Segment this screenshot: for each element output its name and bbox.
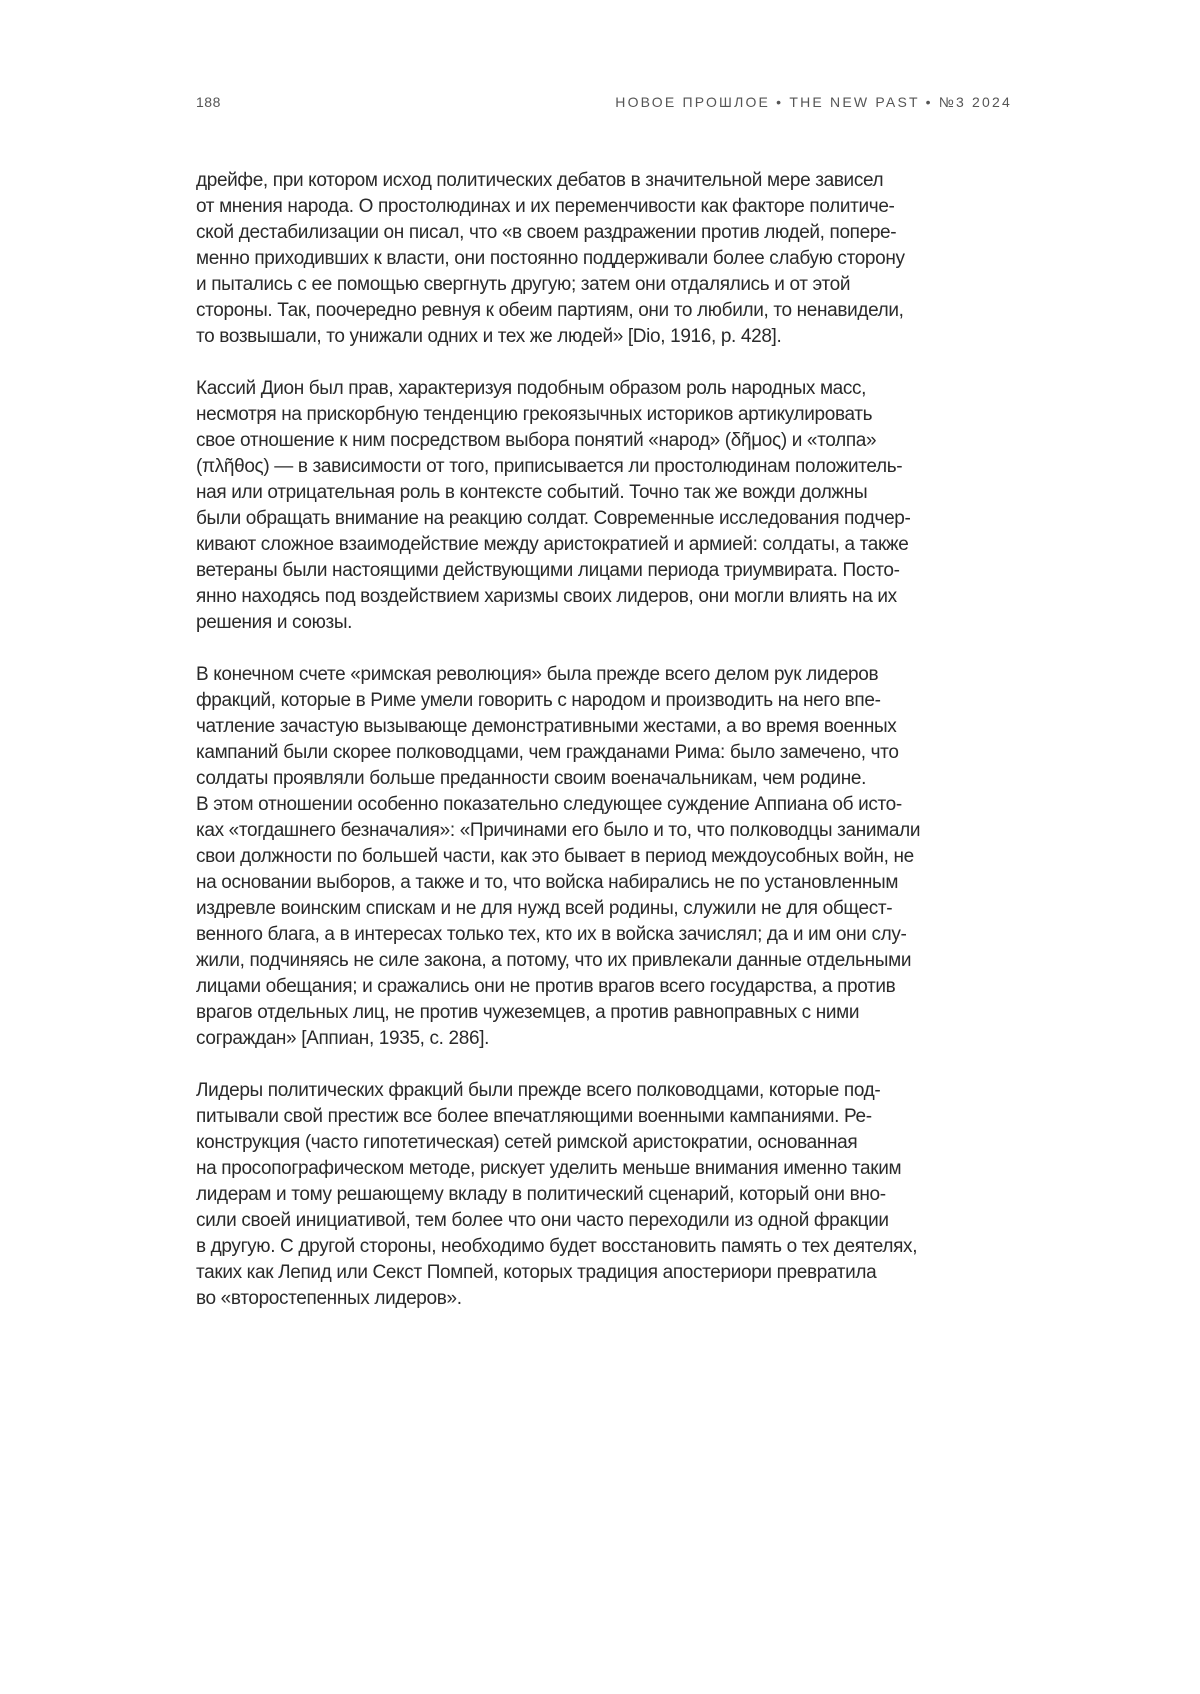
text-line: конструкция (часто гипотетическая) сетей римской аристократии, основанная [196,1130,1026,1156]
text-line: сили своей инициативой, тем более что они часто переходили из одной фракции [196,1208,1026,1234]
text-line: таких как Лепид или Секст Помпей, которых традиция апостериори превратила [196,1260,1026,1286]
text-line: (πλῆθος) — в зависимости от того, приписывается ли простолюдинам положитель- [196,454,1026,480]
text-line: стороны. Так, поочередно ревнуя к обеим партиям, они то любили, то ненавидели, [196,298,1026,324]
paragraph [196,1078,1026,1312]
text-line: издревле воинским спискам и не для нужд всей родины, служили не для общест- [196,896,1026,922]
paragraph [196,168,1026,350]
article-body [196,168,1026,1338]
text-line: ная или отрицательная роль в контексте событий. Точно так же вожди должны [196,480,1026,506]
text-line: были обращать внимание на реакцию солдат. Современные исследования подчер- [196,506,1026,532]
text-line: Кассий Дион был прав, характеризуя подобным образом роль народных масс, [196,376,1026,402]
text-line: солдаты проявляли больше преданности своим военачальникам, чем родине. [196,766,1026,792]
text-line: фракций, которые в Риме умели говорить с народом и производить на него впе- [196,688,1026,714]
text-line: лидерам и тому решающему вкладу в политический сценарий, который они вно- [196,1182,1026,1208]
text-line: ках «тогдашнего безначалия»: «Причинами его было и то, что полководцы занимали [196,818,1026,844]
text-line: на просопографическом методе, рискует уделить меньше внимания именно таким [196,1156,1026,1182]
text-line: во «второстепенных лидеров». [196,1286,1026,1312]
text-line: врагов отдельных лиц, не против чужеземцев, а против равноправных с ними [196,1000,1026,1026]
text-line: сограждан» [Аппиан, 1935, с. 286]. [196,1026,1026,1052]
text-line: от мнения народа. О простолюдинах и их переменчивости как факторе политиче- [196,194,1026,220]
text-line: ской дестабилизации он писал, что «в своем раздражении против людей, попере- [196,220,1026,246]
text-line: лицами обещания; и сражались они не против врагов всего государства, а против [196,974,1026,1000]
text-line: янно находясь под воздействием харизмы своих лидеров, они могли влиять на их [196,584,1026,610]
paragraph [196,376,1026,636]
text-line: несмотря на прискорбную тенденцию грекоязычных историков артикулировать [196,402,1026,428]
page-number: 188 [196,94,221,110]
paragraph [196,662,1026,1052]
text-line: в другую. С другой стороны, необходимо будет восстановить память о тех деятелях, [196,1234,1026,1260]
text-line: то возвышали, то унижали одних и тех же людей» [Dio, 1916, p. 428]. [196,324,1026,350]
text-line: венного блага, а в интересах только тех, кто их в войска зачислял; да и им они слу- [196,922,1026,948]
text-line: В конечном счете «римская революция» была прежде всего делом рук лидеров [196,662,1026,688]
text-line: В этом отношении особенно показательно следующее суждение Аппиана об исто- [196,792,1026,818]
text-line: решения и союзы. [196,610,1026,636]
text-line: дрейфе, при котором исход политических дебатов в значительной мере зависел [196,168,1026,194]
text-line: питывали свой престиж все более впечатляющими военными кампаниями. Ре- [196,1104,1026,1130]
text-line: ветераны были настоящими действующими лицами периода триумвирата. Посто- [196,558,1026,584]
text-line: кивают сложное взаимодействие между аристократией и армией: солдаты, а также [196,532,1026,558]
text-line: кампаний были скорее полководцами, чем гражданами Рима: было замечено, что [196,740,1026,766]
text-line: на основании выборов, а также и то, что войска набирались не по установленным [196,870,1026,896]
running-title: НОВОЕ ПРОШЛОЕ • THE NEW PAST • №3 2024 [615,94,1012,110]
text-line: свои должности по большей части, как это бывает в период междоусобных войн, не [196,844,1026,870]
text-line: свое отношение к ним посредством выбора понятий «народ» (δῆμος) и «толпа» [196,428,1026,454]
text-line: и пытались с ее помощью свергнуть другую; затем они отдалялись и от этой [196,272,1026,298]
text-line: Лидеры политических фракций были прежде всего полководцами, которые под- [196,1078,1026,1104]
text-line: менно приходивших к власти, они постоянно поддерживали более слабую сторону [196,246,1026,272]
text-line: чатление зачастую вызывающе демонстративными жестами, а во время военных [196,714,1026,740]
text-line: жили, подчиняясь не силе закона, а потому, что их привлекали данные отдельными [196,948,1026,974]
